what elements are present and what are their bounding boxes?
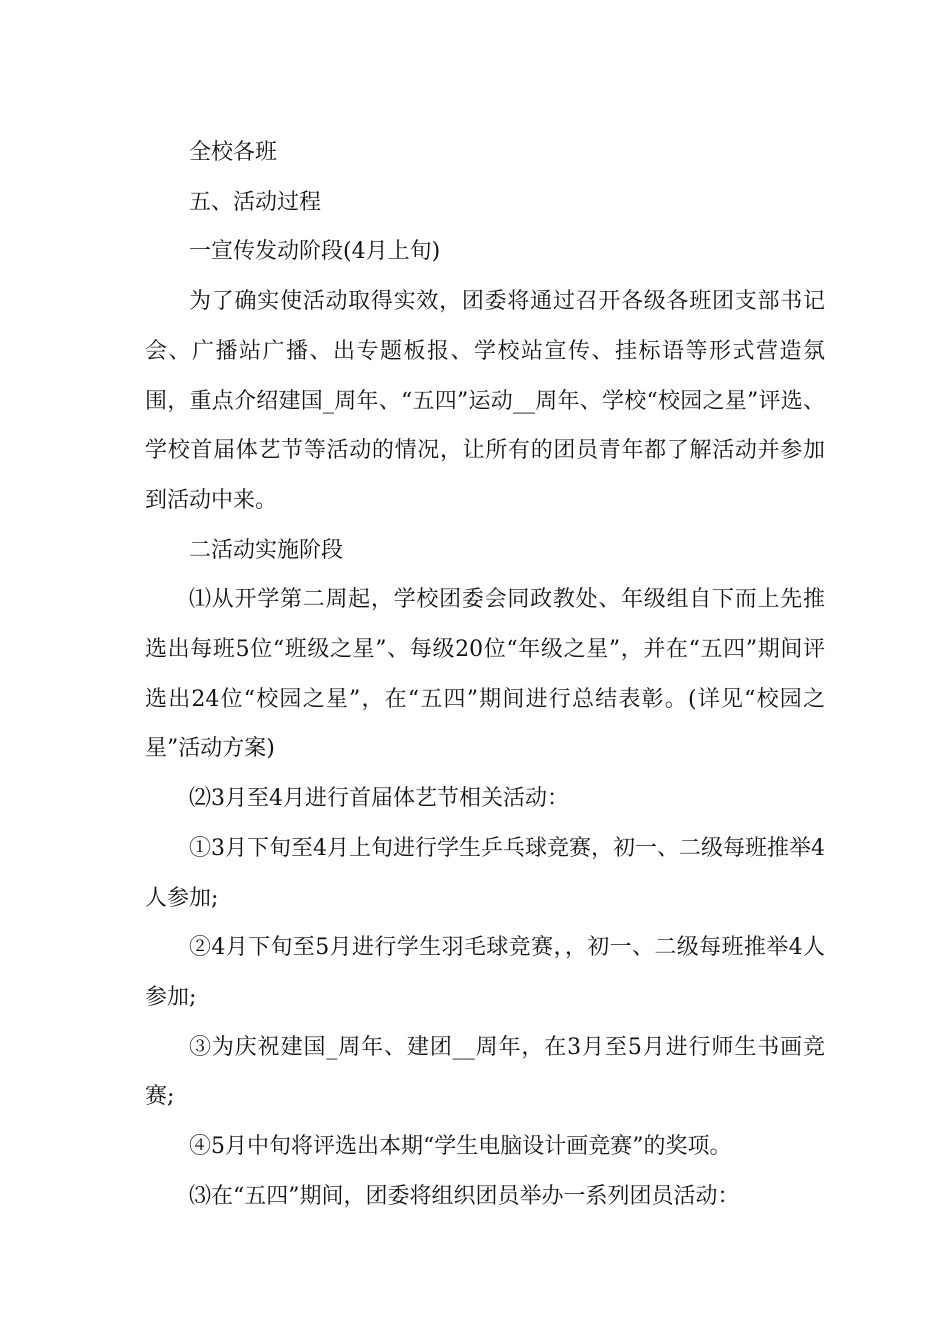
document-page [145,128,825,1221]
paragraph-arts-sports-festival: ⑵3月至4月进行首届体艺节相关活动： [189,786,569,812]
paragraph-target-classes: 全校各班 [189,140,278,165]
list-item-computer-design: ④5月中旬将评选出本期“学生电脑设计画竞赛”的奖项。 [189,1134,732,1160]
paragraph-campus-star-selection: ⑴从开学第二周起，学校团委会同政教处、年级组自下而上先推选出每班5位“班级之星”、每级20位“年级之星”，并在“五四”期间评选出24位“校园之星”，在“五四”期间进行总结表彰。(详见“校园之星”活动方案) [145,587,825,762]
heading-activity-process: 五、活动过程 [189,189,322,215]
list-item-calligraphy-painting: ③为庆祝建国_周年、建团__周年，在3月至5月进行师生书画竞赛; [145,1034,825,1110]
heading-implementation-stage: 二活动实施阶段 [189,537,344,563]
list-item-table-tennis: ①3月下旬至4月上旬进行学生乒乓球竞赛，初一、二级每班推举4人参加; [145,835,825,911]
list-item-badminton: ②4月下旬至5月进行学生羽毛球竞赛，，初一、二级每班推举4人参加; [145,935,825,1010]
paragraph-may-fourth-activities: ⑶在“五四”期间，团委将组织团员举办一系列团员活动： [189,1183,740,1209]
paragraph-publicity-details: 为了确实使活动取得实效，团委将通过召开各级各班团支部书记会、广播站广播、出专题板报、学校站宣传、挂标语等形式营造氛围，重点介绍建国_周年、“五四”运动__周年、学校“校园之星”评选、学校首届体艺节等活动的情况，让所有的团员青年都了解活动并参加到活动中来。 [145,289,825,513]
heading-publicity-stage: 一宣传发动阶段(4月上旬) [189,239,441,265]
